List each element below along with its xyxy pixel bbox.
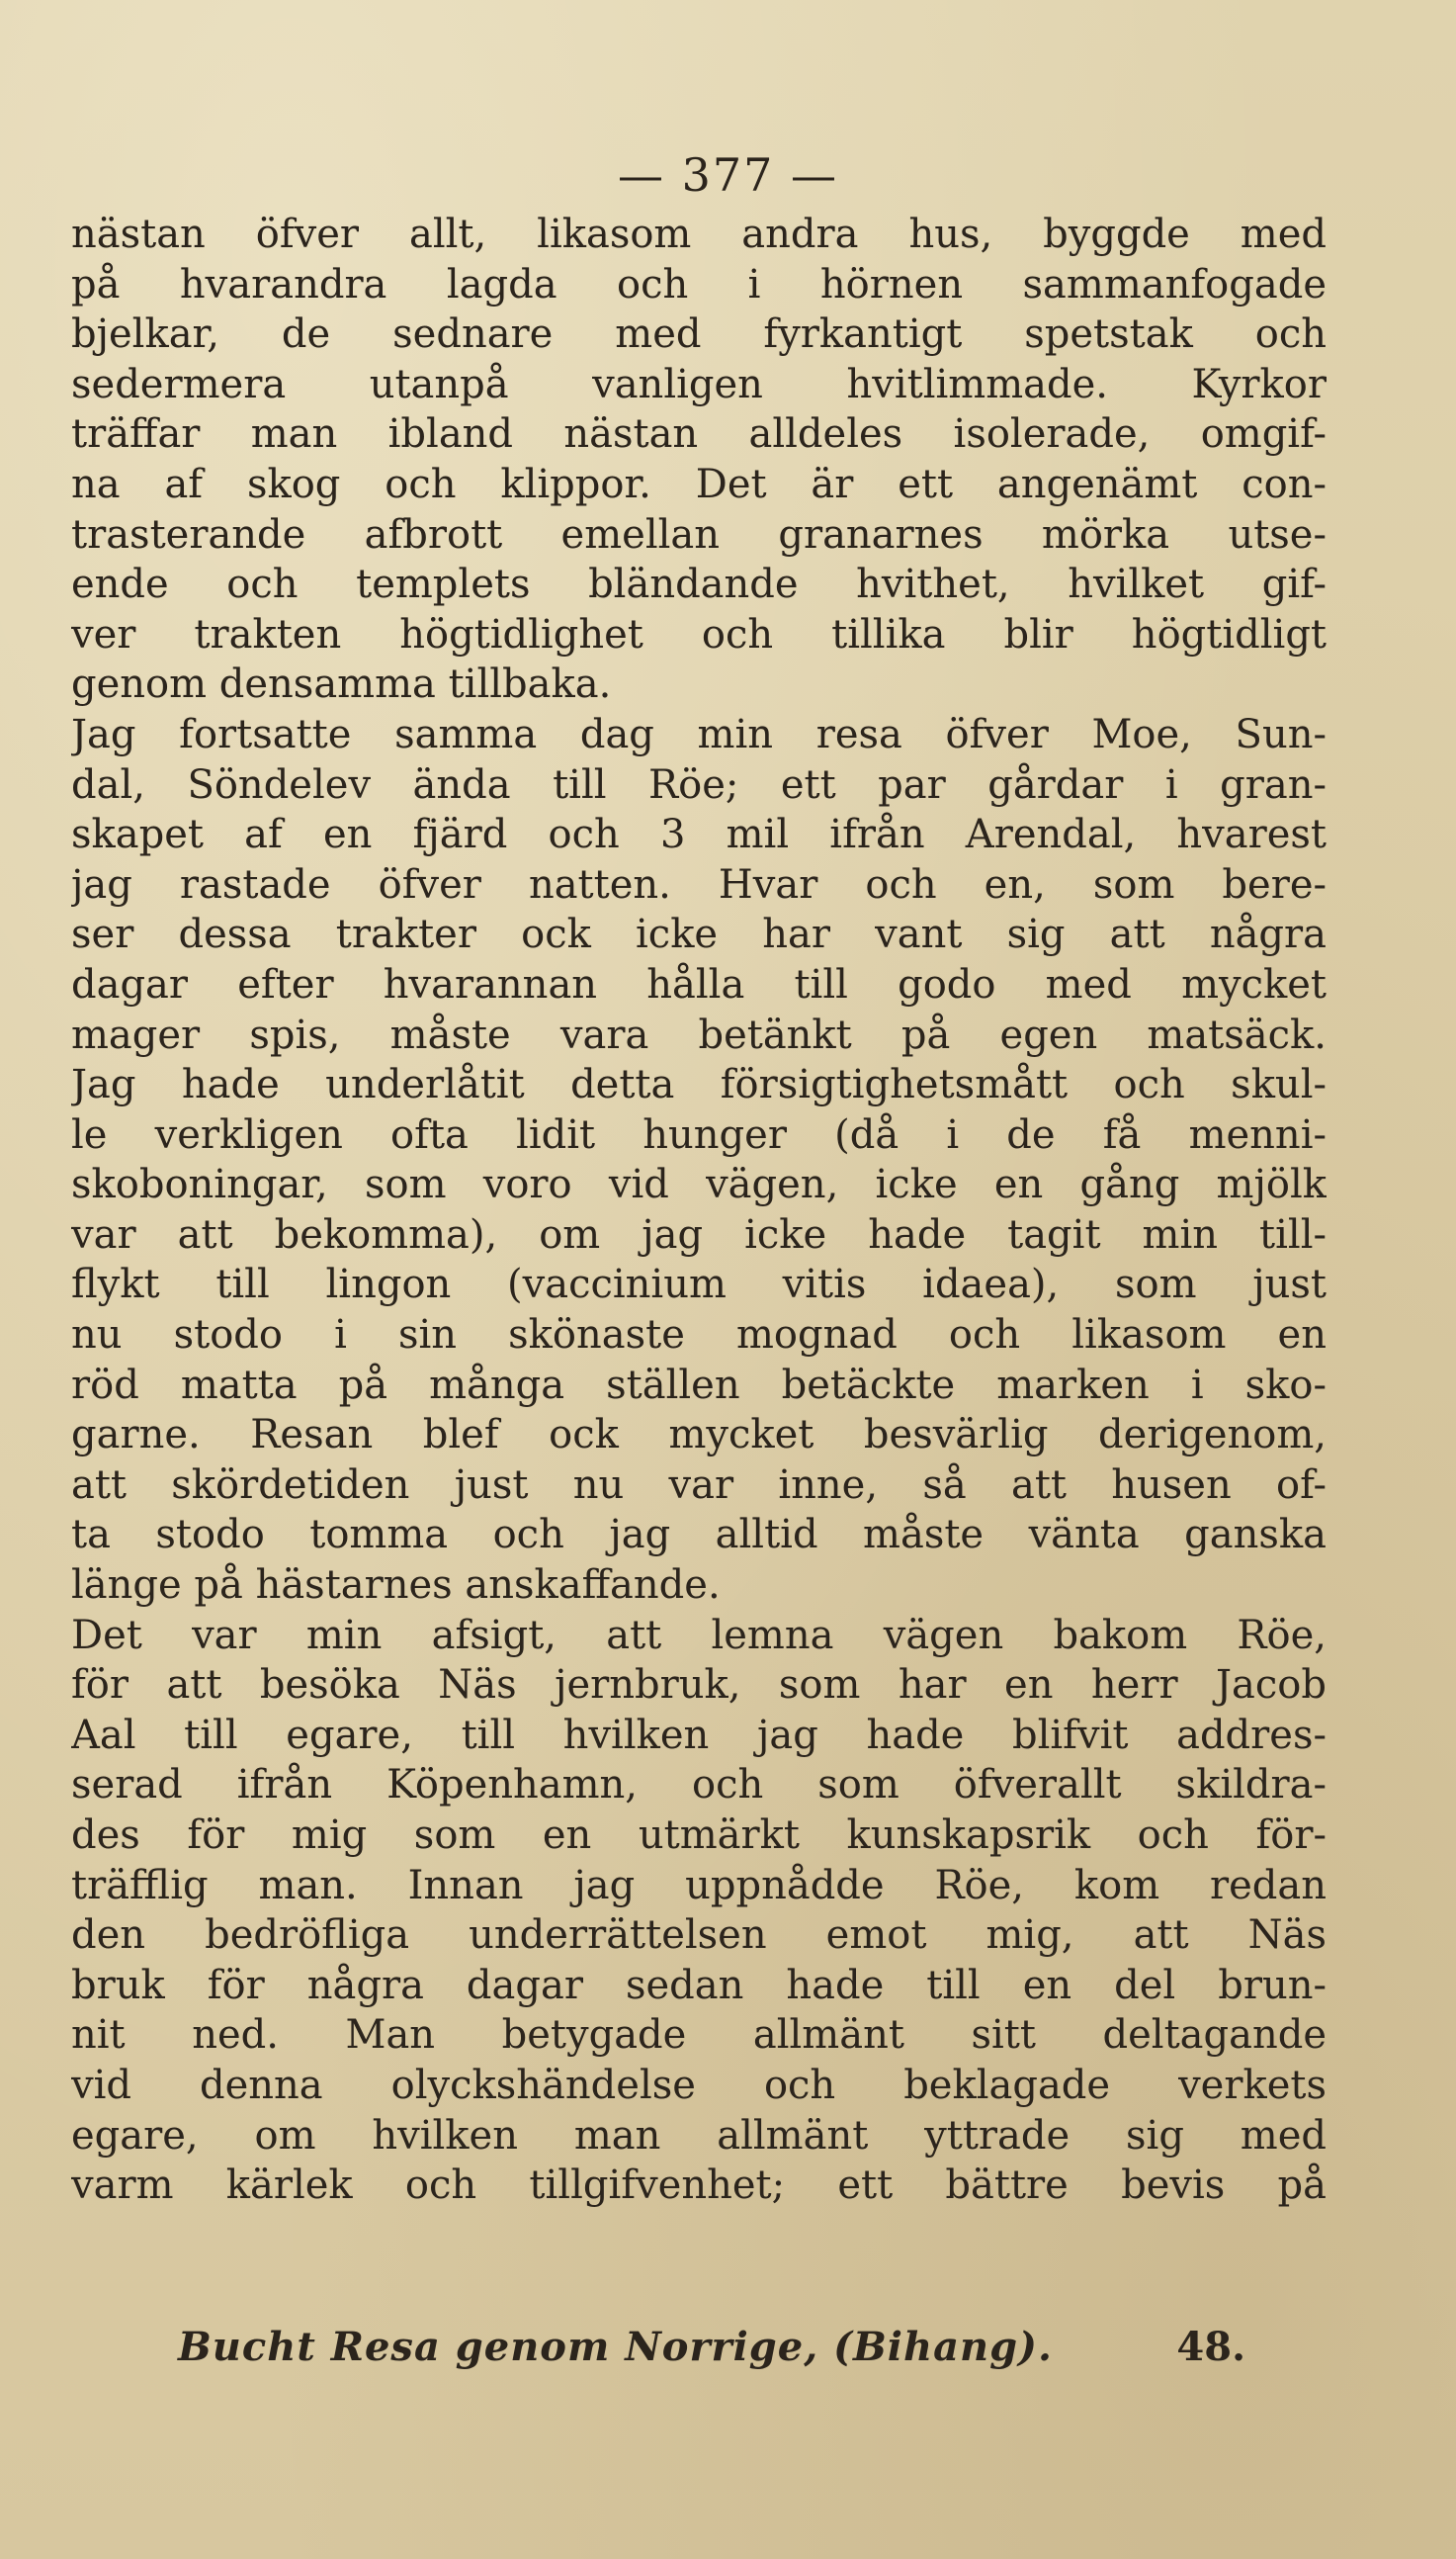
- text-line: egare, om hvilken man allmänt yttrade sig med: [71, 2112, 1327, 2159]
- text-line: den bedröfliga underrättelsen emot mig, att Näs: [71, 1912, 1327, 1959]
- text-line: le verkligen ofta lidit hunger (då i de få menni-: [71, 1111, 1327, 1158]
- text-line: nu stodo i sin skönaste mognad och likasom en: [71, 1312, 1327, 1359]
- text-line: vid denna olyckshändelse och beklagade verkets: [71, 2062, 1327, 2108]
- text-line: skapet af en fjärd och 3 mil ifrån Arendal, hvarest: [71, 812, 1327, 858]
- page-footer: [178, 2324, 1245, 2370]
- text-line: röd matta på många ställen betäckte marken i sko-: [71, 1362, 1327, 1408]
- text-line: des för mig som en utmärkt kunskapsrik och för-: [71, 1812, 1327, 1858]
- text-line: flykt till lingon (vaccinium vitis idaea), som just: [71, 1262, 1327, 1308]
- text-line: att skördetiden just nu var inne, så att husen of-: [71, 1461, 1327, 1508]
- text-line: bjelkar, de sednare med fyrkantigt spetstak och: [71, 311, 1327, 358]
- text-line: ser dessa trakter ock icke har vant sig att några: [71, 912, 1327, 958]
- text-line: dal, Söndelev ända till Röe; ett par gårdar i gran-: [71, 761, 1327, 808]
- text-line: ende och templets bländande hvithet, hvilket gif-: [71, 562, 1327, 608]
- text-line: Aal till egare, till hvilken jag hade blifvit addres-: [71, 1712, 1327, 1758]
- text-line: ta stodo tomma och jag alltid måste vänta ganska: [71, 1512, 1327, 1558]
- signature-mark: 48.: [1176, 2324, 1245, 2370]
- text-line: Det var min afsigt, att lemna vägen bakom Röe,: [71, 1612, 1327, 1658]
- text-line: Jag fortsatte samma dag min resa öfver Moe, Sun-: [71, 711, 1327, 757]
- footer-signature-title: Bucht Resa genom Norrige, (Bihang).: [178, 2324, 1053, 2370]
- text-line: trasterande afbrott emellan granarnes mörka utse-: [71, 511, 1327, 558]
- text-line: serad ifrån Köpenhamn, och som öfverallt skildra-: [71, 1762, 1327, 1809]
- text-line: träffar man ibland nästan alldeles isolerade, omgif-: [71, 411, 1327, 458]
- text-line: på hvarandra lagda och i hörnen sammanfogade: [71, 261, 1327, 308]
- text-line: nit ned. Man betygade allmänt sitt deltagande: [71, 2012, 1327, 2059]
- body-text: [71, 210, 1327, 2211]
- text-line: na af skog och klippor. Det är ett angenämt con-: [71, 461, 1327, 507]
- text-line: varm kärlek och tillgifvenhet; ett bättre bevis på: [71, 2162, 1327, 2209]
- text-line: nästan öfver allt, likasom andra hus, byggde med: [71, 212, 1327, 257]
- text-line: dagar efter hvarannan hålla till godo med mycket: [71, 961, 1327, 1008]
- text-line: jag rastade öfver natten. Hvar och en, som bere-: [71, 861, 1327, 908]
- text-line: träfflig man. Innan jag uppnådde Röe, kom redan: [71, 1862, 1327, 1908]
- text-line: Jag hade underlåtit detta försigtighetsmått och skul-: [71, 1062, 1327, 1108]
- text-line: garne. Resan blef ock mycket besvärlig derigenom,: [71, 1412, 1327, 1458]
- paragraph-end-line: genom densamma tillbaka.: [71, 662, 612, 708]
- text-line: bruk för några dagar sedan hade till en del brun-: [71, 1962, 1327, 2008]
- text-line: ver trakten högtidlighet och tillika blir högtidligt: [71, 611, 1327, 658]
- paragraph-end-line: länge på hästarnes anskaffande.: [71, 1562, 721, 1609]
- text-line: mager spis, måste vara betänkt på egen matsäck.: [71, 1012, 1327, 1058]
- text-line: sedermera utanpå vanligen hvitlimmade. Kyrkor: [71, 361, 1327, 407]
- page-number-header: — 377 —: [617, 148, 839, 202]
- text-line: skoboningar, som voro vid vägen, icke en gång mjölk: [71, 1162, 1327, 1208]
- text-line: för att besöka Näs jernbruk, som har en herr Jacob: [71, 1662, 1327, 1709]
- text-line: var att bekomma), om jag icke hade tagit min till-: [71, 1211, 1327, 1258]
